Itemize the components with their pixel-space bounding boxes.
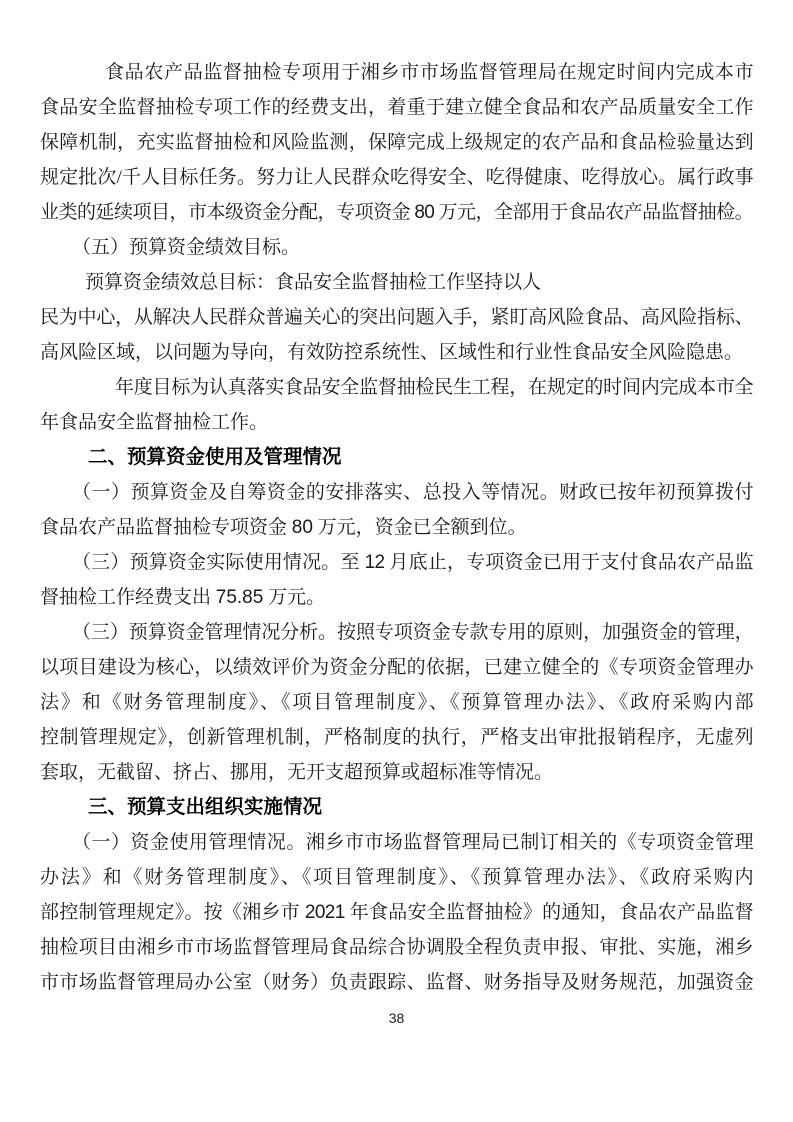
- paragraph: [40, 370, 753, 440]
- text-line: 业类的延续项目，市本级资金分配，专项资金 80 万元，全部用于食品农产品监督抽检。: [40, 202, 753, 223]
- text-line: 食品农产品监督抽检专项资金 80 万元，资金已全额到位。: [40, 517, 527, 538]
- text-line: 套取，无截留、挤占、挪用，无开支超预算或超标准等情况。: [40, 762, 554, 783]
- text-line: （一）预算资金及自筹资金的安排落实、总投入等情况。财政已按年初预算拨付: [72, 482, 753, 503]
- text-line: （三）预算资金管理情况分析。按照专项资金专款专用的原则，加强资金的管理，: [72, 622, 753, 643]
- section-heading: [40, 440, 753, 475]
- text-line: 民为中心，从解决人民群众普遍关心的突出问题入手，紧盯高风险食品、高风险指标、: [40, 307, 753, 328]
- text-line: 法》和《财务管理制度》、《项目管理制度》、《预算管理办法》、《政府采购内部: [40, 692, 753, 713]
- text-line: 市市场监督管理局办公室（财务）负责跟踪、监督、财务指导及财务规范，加强资金: [40, 972, 753, 993]
- text-line: 年食品安全监督抽检工作。: [40, 412, 269, 433]
- text-line: 食品安全监督抽检专项工作的经费支出，着重于建立健全食品和农产品质量安全工作: [40, 97, 753, 118]
- text-line: 督抽检工作经费支出 75.85 万元。: [40, 587, 326, 608]
- paragraph: [40, 55, 753, 230]
- page-number: 38: [388, 1010, 405, 1026]
- numeric-value: 12: [364, 552, 385, 573]
- text-line: 食品农产品监督抽检专项用于湘乡市市场监督管理局在规定时间内完成本市: [105, 62, 753, 83]
- text-line: 控制管理规定》，创新管理机制，严格制度的执行，严格支出审批报销程序，无虚列: [40, 727, 753, 748]
- text-line: 高风险区域，以问题为导向，有效防控系统性、区域性和行业性食品安全风险隐患。: [40, 342, 744, 363]
- text-line: （一）资金使用管理情况。湘乡市市场监督管理局已制订相关的《专项资金管理: [72, 832, 753, 853]
- text-line: 以项目建设为核心，以绩效评价为资金分配的依据，已建立健全的《专项资金管理办: [40, 657, 753, 678]
- numeric-value: 2021: [304, 902, 345, 923]
- text-line: （五）预算资金绩效目标。: [72, 237, 301, 258]
- text-line: 保障机制，充实监督抽检和风险监测，保障完成上级规定的农产品和食品检验量达到: [40, 132, 753, 153]
- numeric-value: 80: [414, 202, 435, 223]
- text-line: 二、预算资金使用及管理情况: [88, 446, 342, 468]
- paragraph: [40, 545, 753, 615]
- text-line: 部控制管理规定》。按《湘乡市 2021 年食品安全监督抽检》的通知，食品农产品监督: [40, 902, 753, 923]
- text-line: 规定批次/千人目标任务。努力让人民群众吃得安全、吃得健康、吃得放心。属行政事: [40, 167, 753, 188]
- paragraph: [40, 230, 753, 265]
- section-heading: [40, 790, 753, 825]
- numeric-value: 80: [291, 517, 313, 538]
- text-line: 年度目标为认真落实食品安全监督抽检民生工程，在规定的时间内完成本市全: [115, 377, 753, 398]
- text-line: （三）预算资金实际使用情况。至 12 月底止，专项资金已用于支付食品农产品监: [72, 552, 753, 573]
- document-content: [40, 55, 753, 1000]
- paragraph: [40, 475, 753, 545]
- text-line: 抽检项目由湘乡市市场监督管理局食品综合协调股全程负责申报、审批、实施，湘乡: [40, 937, 753, 958]
- paragraph: [40, 265, 753, 370]
- paragraph: [40, 615, 753, 790]
- text-line: 三、预算支出组织实施情况: [88, 796, 323, 818]
- text-line: 办法》和《财务管理制度》、《项目管理制度》、《预算管理办法》、《政府采购内: [40, 867, 753, 888]
- paragraph: [40, 825, 753, 1000]
- text-line: 预算资金绩效总目标：食品安全监督抽检工作坚持以人: [85, 272, 542, 293]
- numeric-value: 75.85: [215, 587, 264, 608]
